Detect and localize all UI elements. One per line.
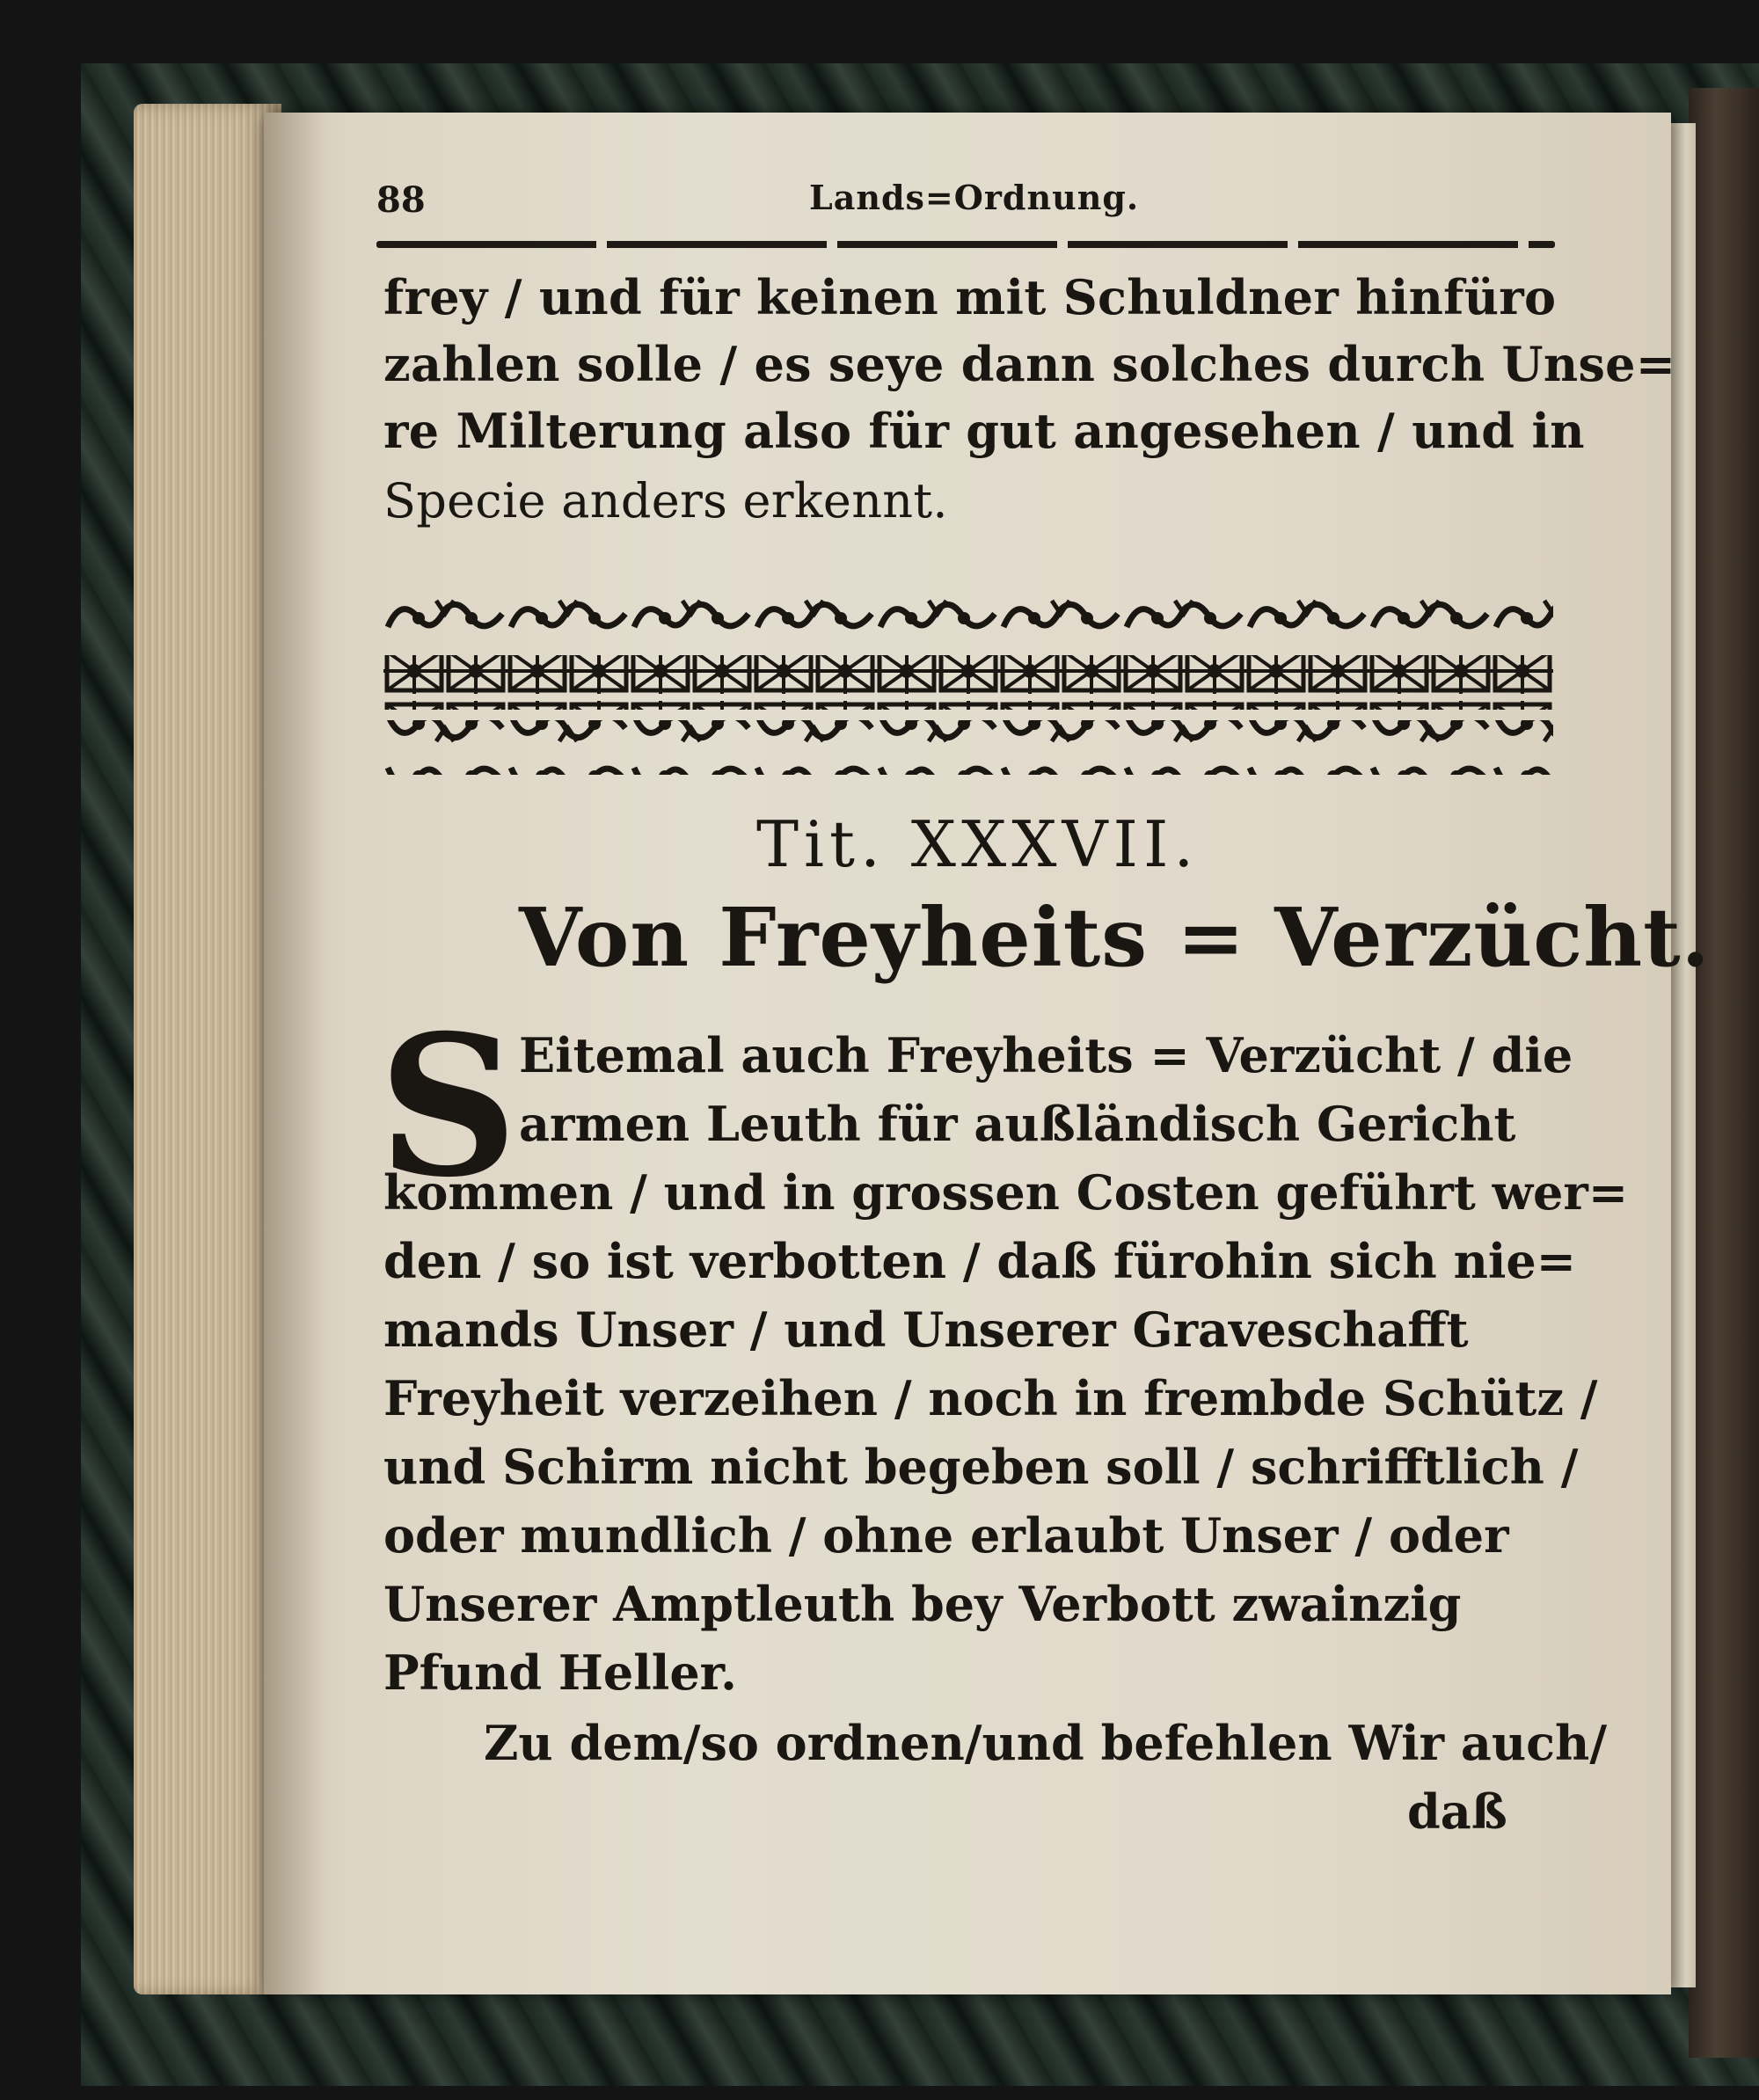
- text-line: re Milterung also für gut angesehen / und in: [383, 403, 1585, 459]
- page-edges: [134, 104, 281, 1994]
- page-number: 88: [376, 179, 426, 221]
- facing-page-edge: [1671, 123, 1696, 1987]
- ornamental-border: [383, 592, 1553, 777]
- text-line: den / so ist verbotten / daß fürohin sich nie=: [383, 1233, 1576, 1289]
- text-line: armen Leuth für außländisch Gericht: [519, 1096, 1516, 1152]
- text-line: kommen / und in grossen Costen geführt wer=: [383, 1164, 1629, 1221]
- text-line: und Schirm nicht begeben soll / schrifftlich /: [383, 1439, 1579, 1495]
- text-line: Specie anders erkennt.: [383, 473, 948, 529]
- text-line: Eitemal auch Freyheits = Verzücht / die: [519, 1027, 1573, 1083]
- text-line: zahlen solle / es seye dann solches durch Unse=: [383, 336, 1676, 392]
- drop-cap: S: [378, 992, 518, 1220]
- book-page: [264, 113, 1711, 1994]
- section-title: Von Freyheits = Verzücht.: [519, 890, 1711, 985]
- text-line: Pfund Heller.: [383, 1644, 737, 1701]
- text-line: mands Unser / und Unserer Graveschafft: [383, 1302, 1469, 1358]
- text-line: Freyheit verzeihen / noch in frembde Schütz /: [383, 1370, 1598, 1426]
- text-line: oder mundlich / ohne erlaubt Unser / oder: [383, 1507, 1509, 1564]
- running-head: Lands=Ordnung.: [809, 178, 1140, 217]
- head-rule: [376, 241, 1555, 248]
- text-line: Zu dem/so ordnen/und befehlen Wir auch/: [484, 1715, 1608, 1771]
- text-line: Unserer Amptleuth bey Verbott zwainzig: [383, 1576, 1462, 1632]
- catchword: daß: [1407, 1783, 1507, 1840]
- title-number: Tit. XXXVII.: [756, 807, 1200, 881]
- text-line: frey / und für keinen mit Schuldner hinfüro: [383, 269, 1557, 325]
- book-cover-right-edge: [1689, 88, 1759, 2058]
- gutter-shadow: [264, 113, 325, 1994]
